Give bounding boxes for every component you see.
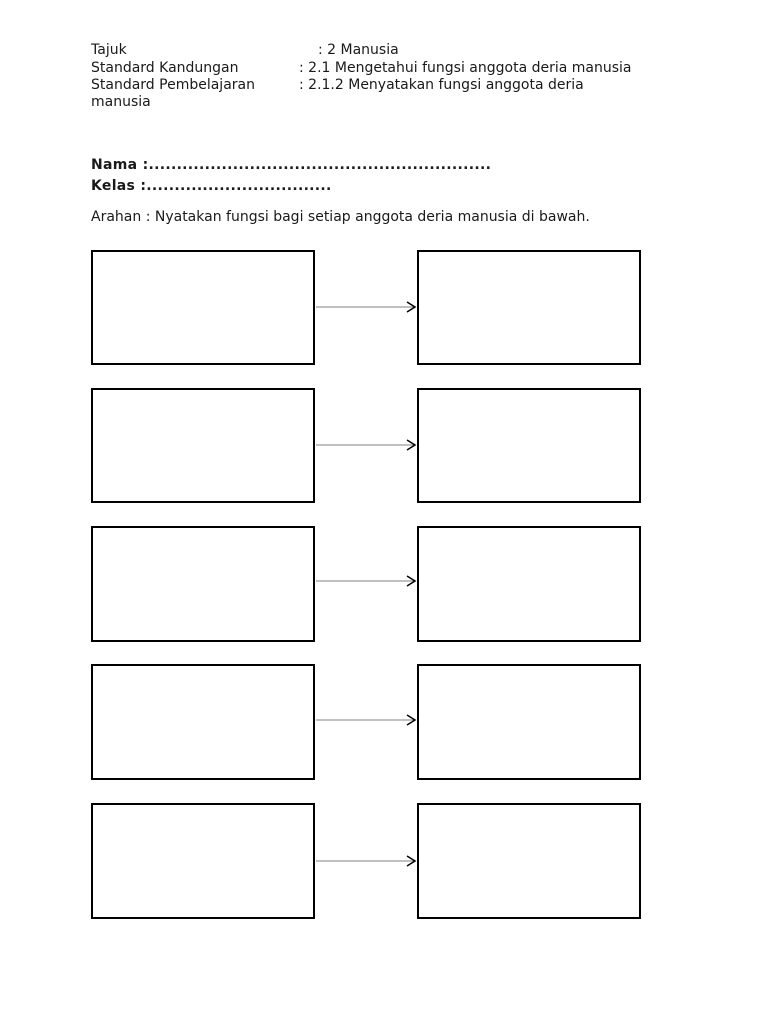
tajuk-value: : 2 Manusia [318,42,399,58]
arrow-2 [316,440,415,450]
arrow-4 [316,715,415,725]
tajuk-label: Tajuk [91,42,127,58]
arrow-3 [316,576,415,586]
standard-kandungan-label: Standard Kandungan [91,60,239,76]
standard-kandungan-value: : 2.1 Mengetahui fungsi anggota deria manusia [299,60,632,76]
standard-pembelajaran-continuation: manusia [91,94,151,110]
arrow-5 [316,856,415,866]
arrow-1 [316,302,415,312]
instruction-text: Arahan : Nyatakan fungsi bagi setiap anggota deria manusia di bawah. [91,209,590,225]
kelas-field[interactable]: Kelas :................................. [91,178,332,194]
standard-pembelajaran-label: Standard Pembelajaran [91,77,255,93]
nama-field[interactable]: Nama :............................................................. [91,157,492,173]
standard-pembelajaran-value: : 2.1.2 Menyatakan fungsi anggota deria [299,77,584,93]
